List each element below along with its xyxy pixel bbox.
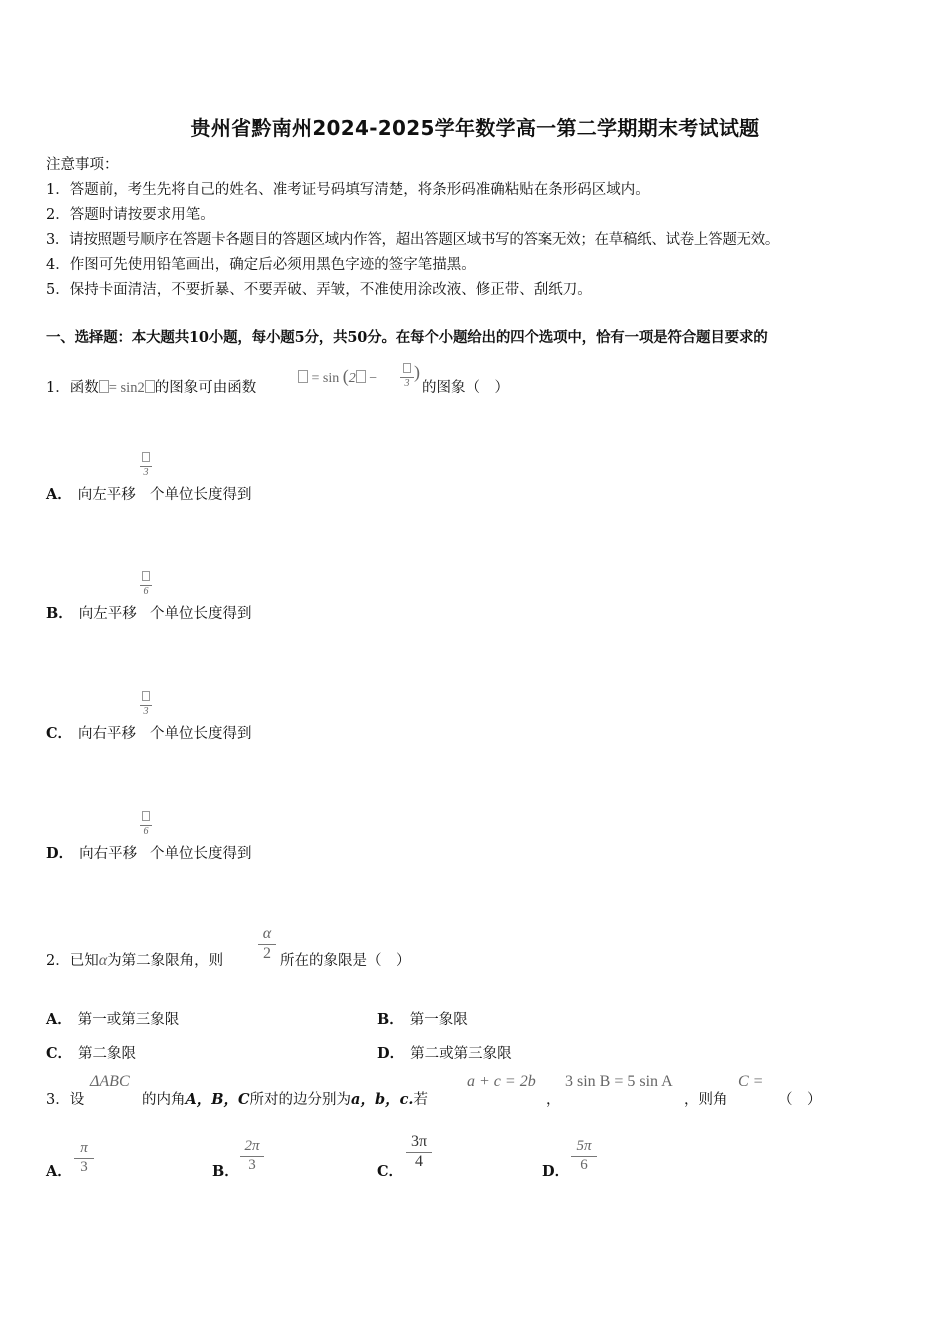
answer-fraction: π 3	[74, 1141, 94, 1176]
q2-prefix: 2．已知	[46, 953, 99, 969]
q1-f2: = sin	[311, 371, 340, 386]
option-tail-text: 个单位长度得到	[150, 726, 252, 742]
q2-suffix: 所在的象限是（ ）	[280, 953, 411, 969]
option-letter-text: D． 向右平移	[46, 845, 138, 862]
option-tail-text: 个单位长度得到	[150, 487, 252, 503]
alpha-over-2-fraction: α 2	[258, 926, 276, 963]
question-2-stem	[46, 949, 223, 970]
exam-page: 贵州省黔南州2024-2025学年数学高一第二学期期末考试试题 注意事项： 1．答题前，考生先将自己的姓名、准考证号码填写清楚，将条形码准确粘贴在条形码区域内。 2．答题时请按要求用笔。 3．请按照题号顺序在答题卡各题目的答题区域内作答，超出答题区域书写的答案无效；在草稿纸、试卷上答题无效。 4．作图可先使用铅笔画出，确定后必须用黑色字迹的签字笔描黑。 5．保持卡面清洁，不要折暴、不要弄破、弄皱，不准使用涂改液、修正带、刮纸刀。 一、选择题：本大题共10小题，每小题5分，共50分。在每个小题给出的四个选项中，恰有一项是符合题目要求的 1．函数 = sin2 的图象可由函数 = sin (2 − 3 ) 的图象（ ） A． 向左平移 3 个单位长度得到 B． 向左平移 6 个单位长度得到 C． 向右平移 3 个单位长度得到 D． 向右平移 6 个单位长度得到 2．已知α为第二象限角，则 α 2 所在的象限是（ ） A． 第一或第三象限 B． 第一象限 C． 第二象限 D． 第二或第三象限 3．设 ΔABC 的内角A，B，C所对的边分别为a，b，c.若 a + c = 2b ， 3 sin B = 5 sin A ，则角 C = （ ） A． π 3 B． 2π 3 C． 3π 4 D． 5π 6	[0, 0, 950, 1344]
note-item: 5．保持卡面清洁，不要折暴、不要弄破、弄皱，不准使用涂改液、修正带、刮纸刀。	[46, 282, 592, 298]
q3-prefix: 3．设	[46, 1092, 85, 1108]
section-heading: 一、选择题：本大题共10小题，每小题5分，共50分。在每个小题给出的四个选项中，恰有一项是符合题目要求的	[46, 329, 768, 346]
q2-middle: 为第二象限角，则	[107, 953, 224, 969]
q1-f2-inner: 2	[348, 371, 356, 386]
placeholder-box-icon	[145, 380, 155, 393]
q1-f2-fraction	[400, 363, 414, 389]
q1-f2-paren: )	[414, 362, 420, 382]
question-1-stem	[46, 376, 256, 397]
q1-suffix: 的图象（ ）	[422, 380, 509, 396]
note-item: 1．答题前，考生先将自己的姓名、准考证号码填写清楚，将条形码准确粘贴在条形码区域内。	[46, 182, 650, 198]
q3-suffix: （ ）	[778, 1092, 822, 1108]
note-item: 3．请按照题号顺序在答题卡各题目的答题区域内作答，超出答题区域书写的答案无效；在草稿纸、试卷上答题无效。	[46, 232, 780, 248]
q3-triangle: ΔABC	[90, 1073, 130, 1090]
q1-f1: = sin2	[108, 380, 145, 396]
option-tail-text: 个单位长度得到	[150, 846, 252, 862]
pi-over-6-fraction: 6	[140, 571, 152, 597]
q3-c-eq: C =	[738, 1073, 764, 1090]
q1-f2-formula: = sin (2 −	[298, 366, 377, 387]
q2-option-d[interactable]: D． 第二或第三象限	[377, 1045, 512, 1062]
option-letter-text: C． 向右平移	[46, 725, 137, 742]
placeholder-box-icon	[356, 370, 366, 383]
q3-eq1: a + c = 2b	[467, 1073, 536, 1090]
q2-alpha: α	[98, 952, 108, 969]
pi-over-3-fraction: 3	[140, 691, 152, 717]
q3-stem-text: 的内角A，B，C所对的边分别为a，b，c.若	[142, 1091, 428, 1108]
option-letter-text: B． 向左平移	[46, 605, 137, 622]
placeholder-box-icon	[298, 370, 308, 383]
q1-prefix: 1．函数	[46, 380, 99, 396]
q3-then: ，则角	[684, 1092, 728, 1108]
note-item: 2．答题时请按要求用笔。	[46, 207, 215, 223]
answer-fraction: 3π 4	[406, 1134, 432, 1171]
pi-over-3-fraction: 3	[140, 452, 152, 478]
q2-option-a[interactable]: A． 第一或第三象限	[46, 1011, 180, 1028]
pi-over-6-fraction: 6	[140, 811, 152, 837]
page-title: 贵州省黔南州2024-2025学年数学高一第二学期期末考试试题	[190, 116, 760, 140]
q1-f2-den: 3	[404, 377, 410, 389]
q3-eq2: 3 sin B = 5 sin A	[565, 1073, 673, 1090]
note-item: 4．作图可先使用铅笔画出，确定后必须用黑色字迹的签字笔描黑。	[46, 257, 476, 273]
answer-fraction: 5π 6	[571, 1139, 597, 1174]
answer-fraction: 2π 3	[240, 1139, 264, 1174]
placeholder-box-icon	[403, 363, 411, 373]
q1-middle: 的图象可由函数	[154, 380, 257, 396]
option-letter-text: A． 向左平移	[46, 486, 136, 503]
option-tail-text: 个单位长度得到	[150, 606, 252, 622]
placeholder-box-icon	[99, 380, 109, 393]
q2-option-c[interactable]: C． 第二象限	[46, 1045, 137, 1062]
notes-heading: 注意事项：	[46, 157, 119, 173]
q3-comma: ，	[546, 1092, 561, 1108]
q2-option-b[interactable]: B． 第一象限	[377, 1011, 468, 1028]
